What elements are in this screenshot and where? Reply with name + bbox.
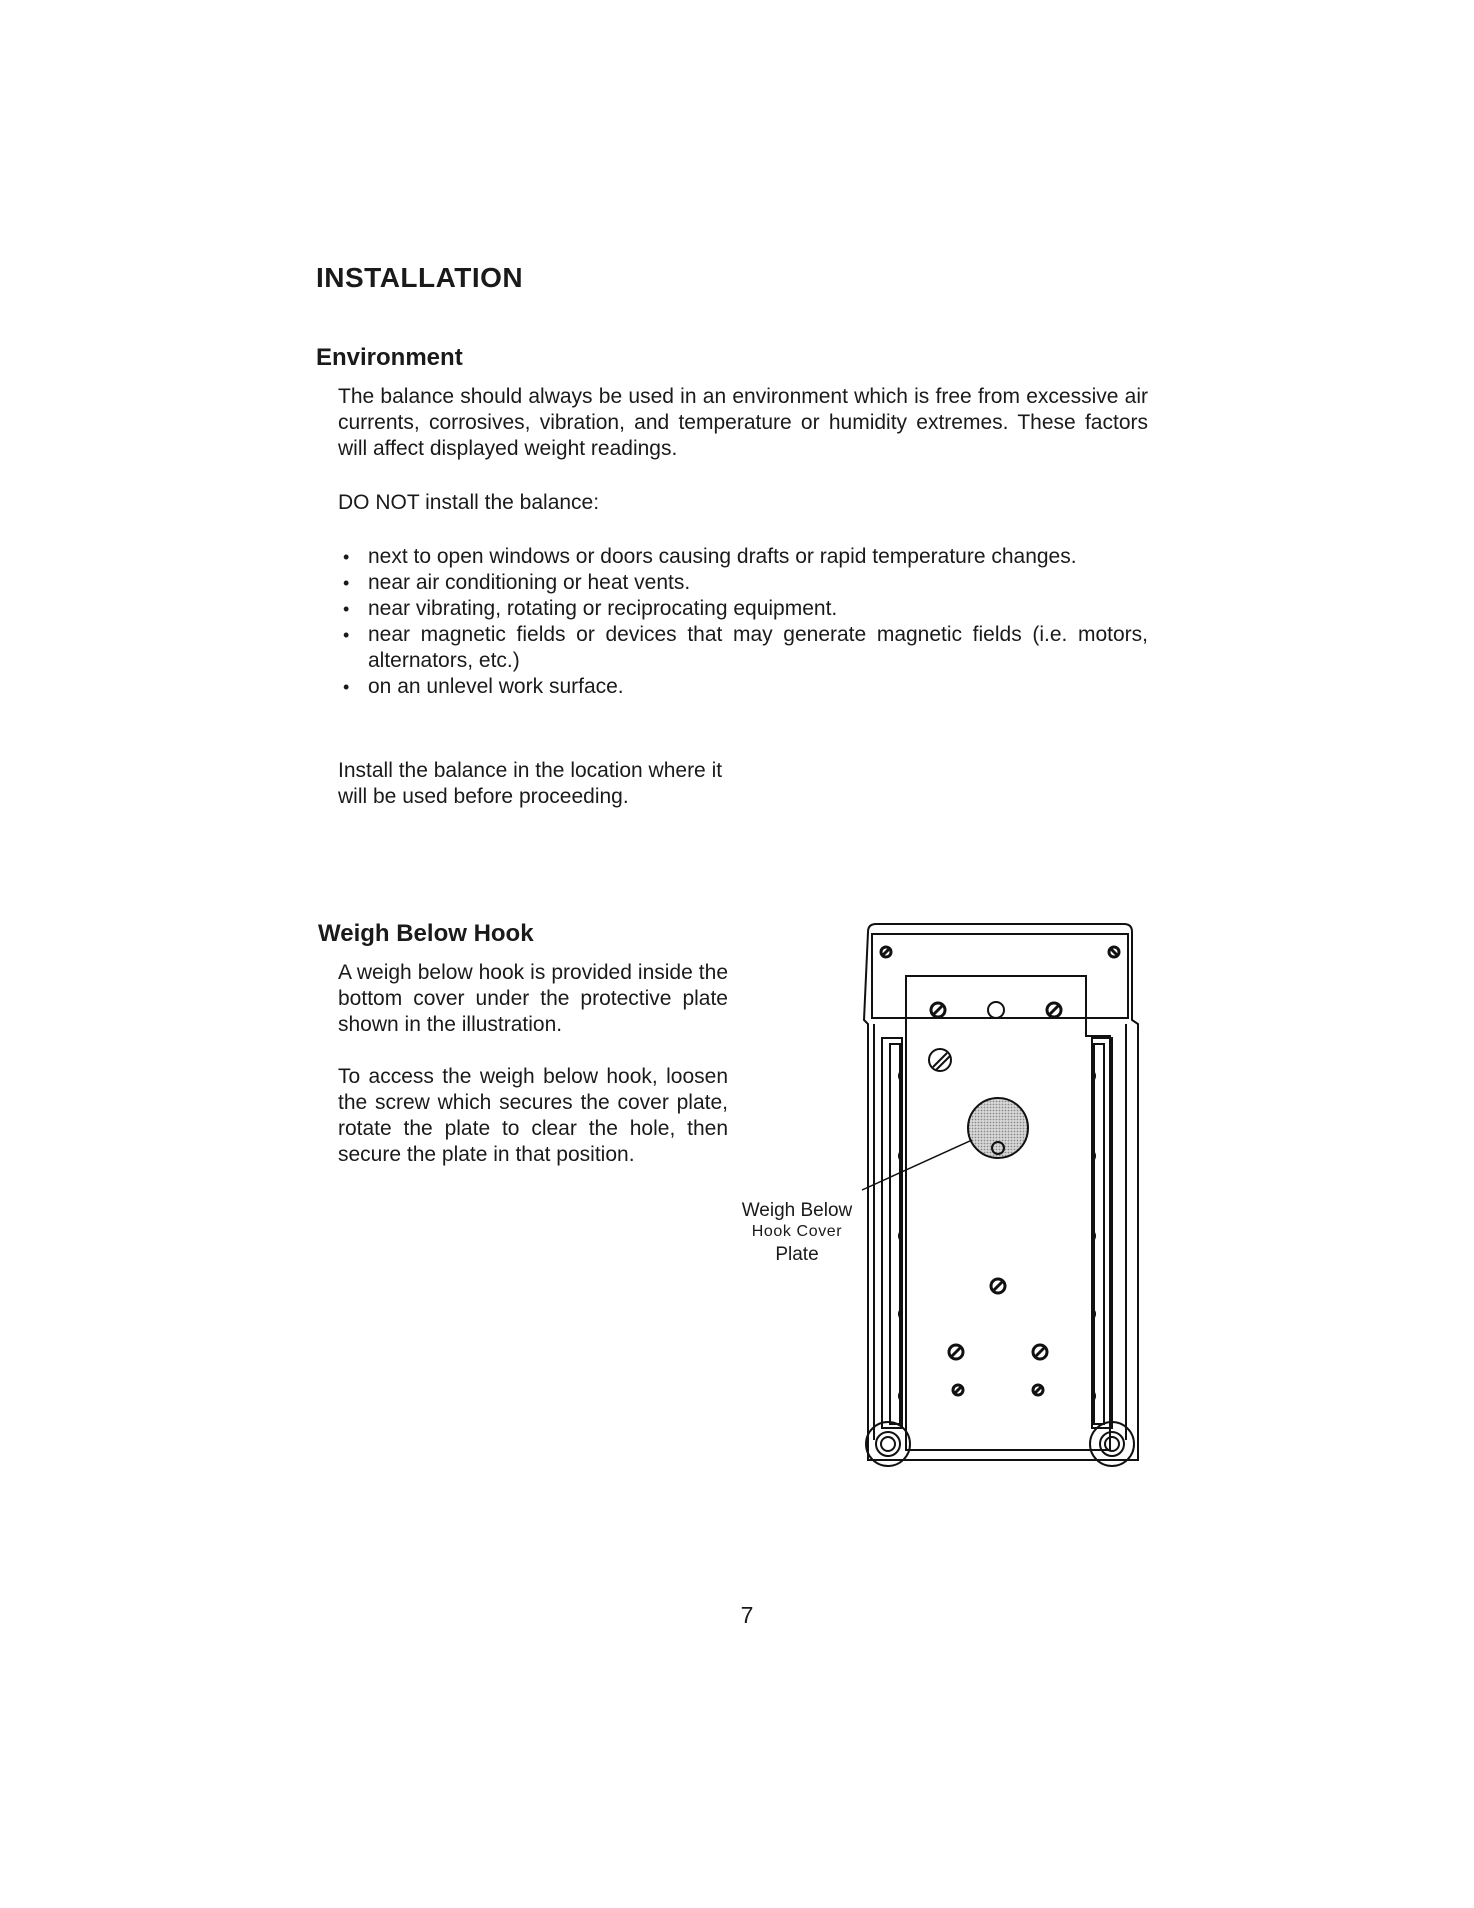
screw-icon [1033,1385,1043,1395]
screw-icon [953,1385,963,1395]
do-not-install-list [338,544,1148,700]
caption-leader-line [862,1140,972,1190]
list-item: • on an unlevel work surface. [343,675,624,698]
section-title-weigh-below-hook: Weigh Below Hook [318,920,534,947]
hook-cover-plate [968,1098,1028,1158]
list-item: • near air conditioning or heat vents. [343,571,691,594]
screw-icon [1109,947,1119,957]
section-title-environment: Environment [316,344,463,371]
list-item: • near magnetic fields or devices that may generate magnetic fields (i.e. motors, alternators, etc.) [343,623,1148,672]
screw-icon [931,1003,945,1017]
balance-bottom-diagram [860,920,1150,1500]
figure-caption-line2: Hook Cover [751,1223,843,1240]
screw-icon [881,947,891,957]
screw-icon [949,1345,963,1359]
screw-icon [1047,1003,1061,1017]
screw-icon [991,1279,1005,1293]
page-number: 7 [740,1602,754,1628]
bottom-cover-plate [906,976,1110,1450]
figure-caption-line1: Weigh Below [741,1200,853,1221]
bullet-icon: • [343,677,350,697]
bullet-icon: • [343,573,350,593]
page-heading: INSTALLATION [316,262,524,293]
screw-icons [881,947,1119,1395]
weigh-below-hook-para2: To access the weigh below hook, loosen the screw which secures the cover plate, rotate the plate to clear the hole, then secure the plate in that position. [338,1065,728,1166]
cover-plate-screw-icon [929,1049,951,1071]
bullet-icon: • [343,547,350,567]
screw-icon [1033,1345,1047,1359]
weigh-below-hook-para1: A weigh below hook is provided inside the bottom cover under the protective plate shown in the illustration. [338,961,728,1036]
list-item: • near vibrating, rotating or reciprocating equipment. [343,597,838,620]
bullet-icon: • [343,599,350,619]
environment-intro: The balance should always be used in an environment which is free from excessive air currents, corrosives, vibration, and temperature or humidity extremes. These factors will affect displayed weight readings. [338,385,1148,460]
install-location-note: Install the balance in the location where it will be used before proceeding. [338,759,723,808]
hole-icon [988,1002,1004,1018]
list-item: • next to open windows or doors causing drafts or rapid temperature changes. [343,545,1077,568]
figure-caption-line3: Plate [775,1244,819,1265]
bullet-icon: • [343,625,350,645]
do-not-install-label: DO NOT install the balance: [338,491,600,514]
